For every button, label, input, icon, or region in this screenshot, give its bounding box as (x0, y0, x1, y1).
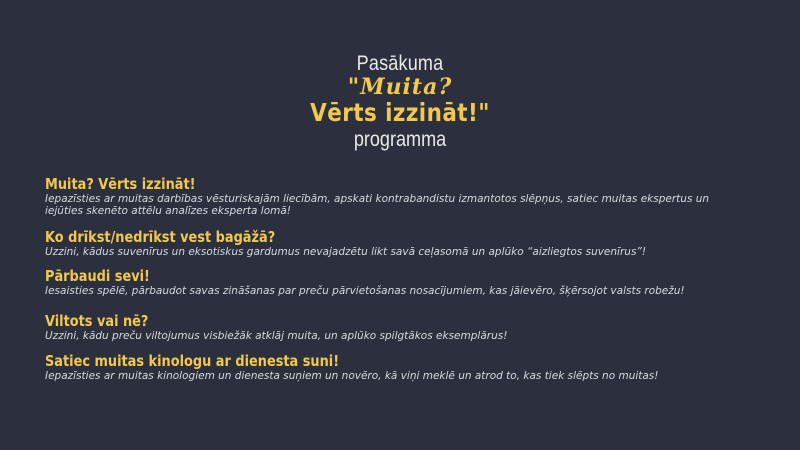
program-item (45, 268, 745, 297)
header-line-verts-izzinat: Vērts izzināt!" (310, 98, 490, 127)
program-item (45, 176, 745, 217)
item-description: Uzzini, kādus suvenīrus un eksotiskus gardumus nevajadzētu likt savā ceļasomā un aplūko “aizliegtos suvenīrus”! (45, 246, 647, 258)
item-description: Iepazīsties ar muitas darbības vēsturiskajām liecībām, apskati kontrabandistu izmantotos slēpņus, satiec muitas ekspertus un iejūties skenēto attēlu analīzes eksperta lomā! (45, 193, 710, 217)
header-line-event: Pasākuma (356, 52, 444, 75)
item-description: Iepazīsties ar muitas kinologiem un dienesta suņiem un novēro, kā viņi meklē un atrod to, kas tiek slēpts no muitas! (45, 370, 659, 382)
item-description: Uzzini, kādu preču viltojumus visbiežāk atklāj muita, un aplūko spilgtākos eksemplārus! (45, 330, 508, 342)
item-title: Ko drīkst/nedrīkst vest bagāžā? (45, 228, 276, 246)
program-item (45, 313, 745, 342)
program-header (0, 52, 800, 152)
header-line-programma: programma (353, 128, 447, 151)
item-title: Viltots vai nē? (45, 312, 149, 330)
item-title: Satiec muitas kinologu ar dienesta suni! (45, 352, 340, 370)
program-item (45, 353, 745, 382)
header-line-muita: "Muita? (347, 74, 453, 100)
item-title: Muita? Vērts izzināt! (45, 175, 196, 193)
item-description: Iesaisties spēlē, pārbaudot savas zināšanas par preču pārvietošanas nosacījumiem, kas jāievēro, šķērsojot valsts robežu! (45, 285, 685, 297)
program-item (45, 229, 745, 258)
item-title: Pārbaudi sevi! (45, 267, 150, 285)
